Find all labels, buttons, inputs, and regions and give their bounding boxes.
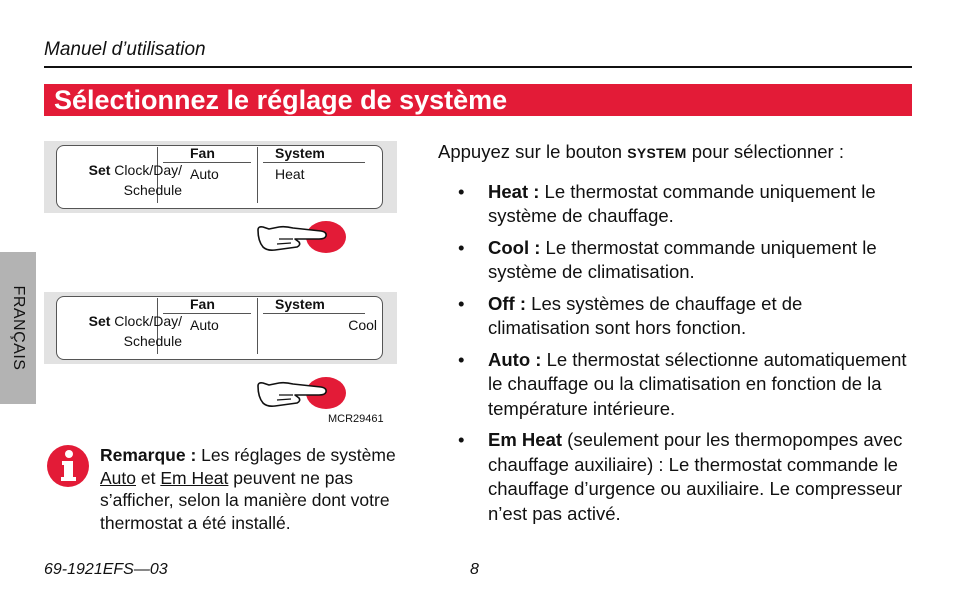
section-banner: Sélectionnez le réglage de système [44, 84, 912, 116]
clock-day-label: Clock/Day/ [110, 162, 182, 178]
system-button-label: SYSTEM [627, 145, 687, 161]
figure-code: MCR29461 [328, 413, 384, 425]
system-rule [263, 313, 365, 314]
list-item [438, 348, 908, 422]
note-em-heat: Em Heat [160, 467, 229, 488]
options-list [438, 180, 908, 527]
set-label: Set [88, 162, 111, 178]
schedule-label: Schedule [123, 182, 182, 198]
note-part: peuvent ne pas s’afficher, selon la manière dont votre thermostat a été installé. [100, 467, 390, 533]
set-label: Set [88, 313, 111, 329]
system-value: Heat [275, 166, 305, 182]
option-text: (seulement pour les thermopompes avec chauffage auxiliaire) : Le thermostat commande le chauffage d’urgence ou auxiliaire. Le compresseur n’est pas activé. [488, 429, 903, 524]
set-clock-label [89, 313, 182, 329]
manual-title: Manuel d’utilisation [44, 39, 206, 60]
intro-after: pour sélectionner : [686, 141, 844, 162]
option-label: Auto : [488, 348, 542, 370]
thermostat-display-cool [44, 292, 397, 364]
option-text: Le thermostat commande uniquement le système de chauffage. [488, 180, 876, 226]
system-rule [263, 162, 365, 163]
option-label: Cool : [488, 236, 541, 258]
clock-day-label: Clock/Day/ [110, 313, 182, 329]
system-value: Cool [348, 317, 377, 333]
option-label: Off : [488, 292, 527, 314]
fan-label: Fan [190, 296, 215, 312]
document-number: 69-1921EFS—03 [44, 561, 168, 578]
header-rule [44, 66, 912, 68]
fan-label: Fan [190, 145, 215, 161]
list-item [438, 236, 908, 285]
list-item [438, 428, 908, 526]
note-text [100, 444, 430, 534]
note-part: Les réglages de système [196, 445, 396, 465]
option-label: Em Heat [488, 429, 563, 450]
page-number: 8 [470, 561, 479, 578]
divider [257, 298, 258, 354]
pointing-hand-icon [255, 376, 347, 412]
option-label: Heat : [488, 180, 540, 202]
option-text: Les systèmes de chauffage et de climatisation sont hors fonction. [488, 292, 803, 338]
language-tab-label: FRANÇAIS [10, 285, 27, 371]
intro-text [438, 140, 908, 166]
info-icon [46, 444, 90, 488]
option-text: Le thermostat commande uniquement le système de climatisation. [488, 236, 877, 282]
fan-value: Auto [190, 317, 219, 333]
list-item [438, 180, 908, 229]
language-tab [0, 252, 36, 404]
note-part: et [136, 467, 161, 488]
list-item [438, 292, 908, 341]
system-label: System [275, 296, 325, 312]
system-label: System [275, 145, 325, 161]
option-text: Le thermostat sélectionne automatiquement le chauffage ou la climatisation en fonction de la température intérieure. [488, 348, 907, 419]
thermostat-display-heat [44, 141, 397, 213]
note-label: Remarque : [100, 445, 197, 465]
intro-before: Appuyez sur le bouton [438, 141, 628, 162]
divider [257, 147, 258, 203]
set-clock-label [89, 162, 182, 178]
schedule-label: Schedule [123, 333, 182, 349]
instructions [438, 140, 908, 533]
note-auto: Auto [100, 467, 136, 488]
pointing-hand-icon [255, 220, 347, 256]
fan-value: Auto [190, 166, 219, 182]
